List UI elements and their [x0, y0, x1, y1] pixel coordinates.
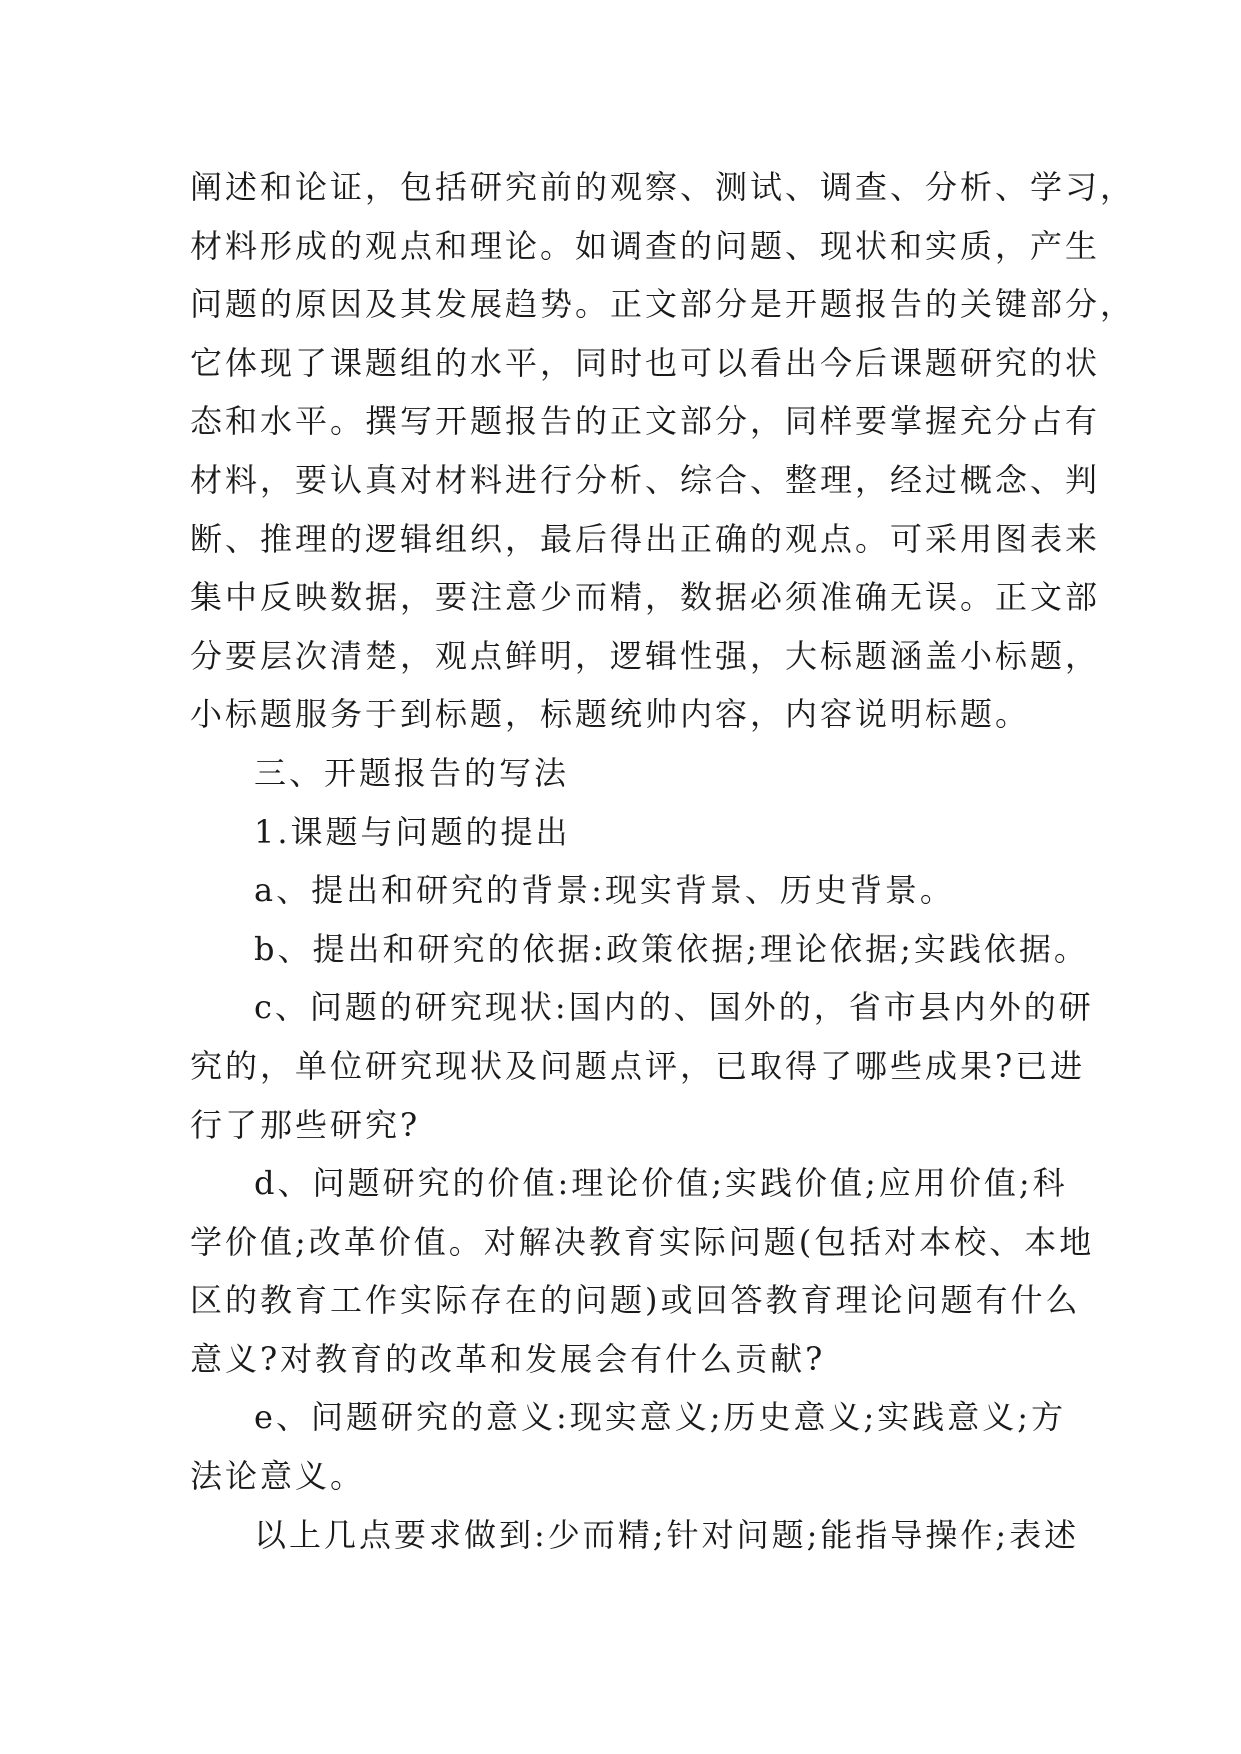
text-line: 1.课题与问题的提出 [254, 812, 571, 851]
text-line: 小标题服务于到标题，标题统帅内容，内容说明标题。 [190, 695, 1031, 734]
text-line: 学价值;改革价值。对解决教育实际问题(包括对本校、本地 [190, 1222, 1095, 1261]
text-line: a、提出和研究的背景:现实背景、历史背景。 [254, 871, 955, 910]
text-line: 材料形成的观点和理论。如调查的问题、现状和实质，产生 [190, 226, 1101, 265]
text-line: 三、开题报告的写法 [254, 753, 570, 792]
text-line: 态和水平。撰写开题报告的正文部分，同样要掌握充分占有 [190, 402, 1101, 441]
text-line: d、问题研究的价值:理论价值;实践价值;应用价值;科 [254, 1164, 1068, 1203]
text-line: c、问题的研究现状:国内的、国外的，省市县内外的研 [254, 988, 1094, 1027]
text-line: 分要层次清楚，观点鲜明，逻辑性强，大标题涵盖小标题， [190, 636, 1101, 675]
text-line: 究的，单位研究现状及问题点评，已取得了哪些成果?已进 [190, 1046, 1086, 1085]
text-line: 区的教育工作实际存在的问题)或回答教育理论问题有什么 [190, 1281, 1081, 1320]
text-line: 意义?对教育的改革和发展会有什么贡献? [190, 1339, 826, 1378]
text-line: 行了那些研究? [190, 1105, 421, 1144]
text-line: e、问题研究的意义:现实意义;历史意义;实践意义;方 [254, 1398, 1067, 1437]
text-line: 断、推理的逻辑组织，最后得出正确的观点。可采用图表来 [190, 519, 1101, 558]
text-line: 它体现了课题组的水平，同时也可以看出今后课题研究的状 [190, 343, 1101, 382]
text-line: 问题的原因及其发展趋势。正文部分是开题报告的关键部分， [190, 285, 1136, 324]
text-line: b、提出和研究的依据:政策依据;理论依据;实践依据。 [254, 929, 1089, 968]
text-line: 材料，要认真对材料进行分析、综合、整理，经过概念、判 [190, 460, 1101, 499]
text-line: 法论意义。 [190, 1457, 366, 1496]
text-line: 以上几点要求做到:少而精;针对问题;能指导操作;表述 [254, 1515, 1080, 1554]
text-line: 集中反映数据，要注意少而精，数据必须准确无误。正文部 [190, 578, 1101, 617]
text-line: 阐述和论证，包括研究前的观察、测试、调查、分析、学习， [190, 168, 1136, 206]
document-body [190, 158, 1136, 1564]
